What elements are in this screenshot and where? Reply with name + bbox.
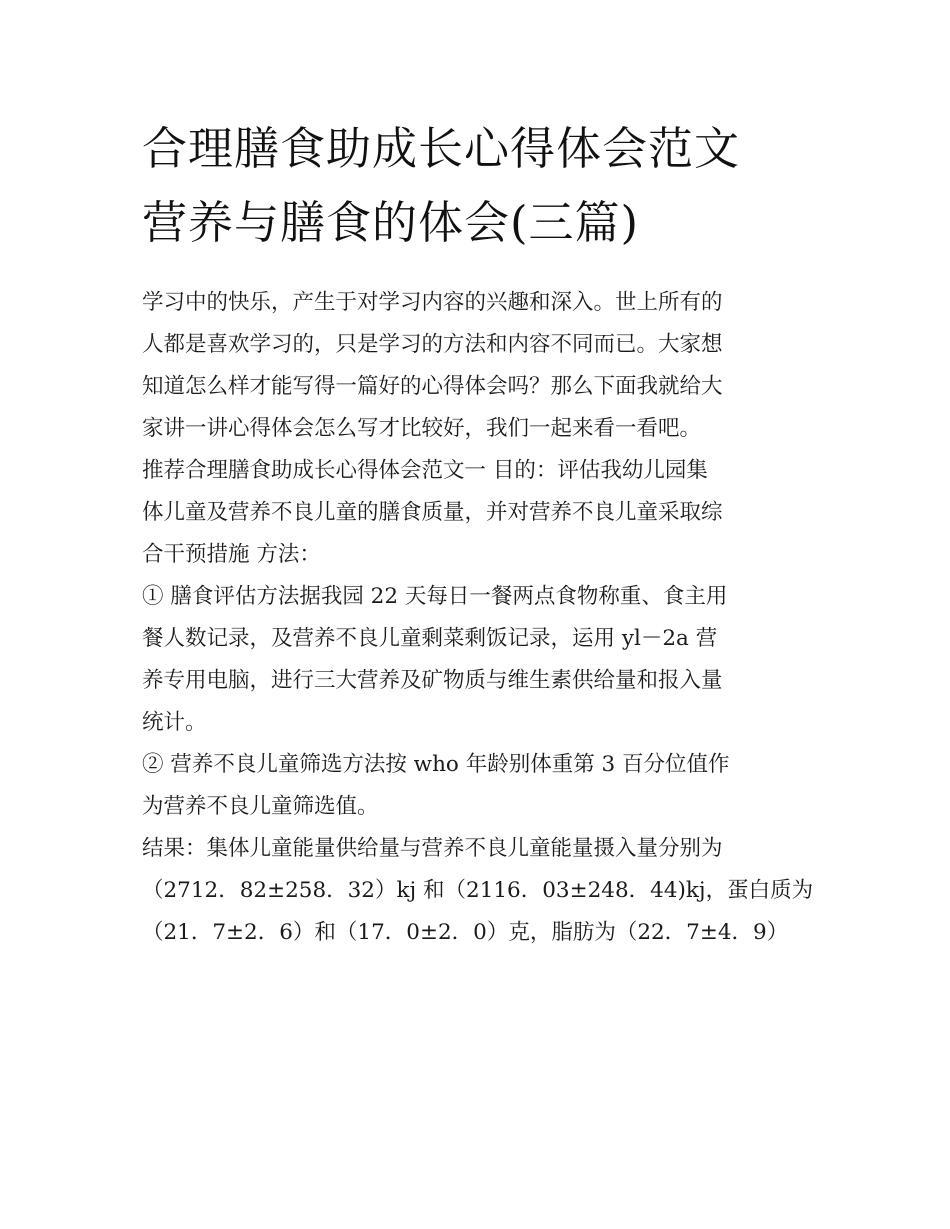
body-line: ① 膳食评估方法据我园 22 天每日一餐两点食物称重、食主用 — [142, 584, 728, 609]
title-line-2: 营养与膳食的体会(三篇) — [142, 196, 640, 249]
body-line: 家讲一讲心得体会怎么写才比较好，我们一起来看一看吧。 — [142, 416, 702, 441]
body-line: 推荐合理膳食助成长心得体会范文一 目的：评估我幼儿园集 — [142, 458, 708, 483]
body-line: （21．7±2．6）和（17．0±2．0）克，脂肪为（22．7±4．9） — [142, 920, 789, 945]
body-line: 体儿童及营养不良儿童的膳食质量，并对营养不良儿童采取综 — [142, 500, 723, 525]
document-body — [142, 282, 814, 954]
body-line: 知道怎么样才能写得一篇好的心得体会吗？那么下面我就给大 — [142, 374, 723, 399]
body-line: 餐人数记录，及营养不良儿童剩菜剩饭记录，运用 yl－2a 营 — [142, 626, 718, 651]
body-line: 合干预措施 方法： — [142, 542, 321, 567]
body-line: 人都是喜欢学习的，只是学习的方法和内容不同而已。大家想 — [142, 332, 723, 357]
body-line: 统计。 — [142, 710, 207, 735]
document-title — [142, 112, 822, 260]
body-line: 结果：集体儿童能量供给量与营养不良儿童能量摄入量分别为 — [142, 836, 723, 861]
body-line: 学习中的快乐，产生于对学习内容的兴趣和深入。世上所有的 — [142, 290, 723, 315]
body-line: ② 营养不良儿童筛选方法按 who 年龄别体重第 3 百分位值作 — [142, 752, 730, 777]
body-line: 为营养不良儿童筛选值。 — [142, 794, 379, 819]
body-line: 养专用电脑，进行三大营养及矿物质与维生素供给量和报入量 — [142, 668, 723, 693]
body-line: （2712．82±258．32）kj 和（2116．03±248．44)kj，蛋白质为 — [142, 878, 814, 903]
title-line-1: 合理膳食助成长心得体会范文 — [142, 122, 741, 175]
